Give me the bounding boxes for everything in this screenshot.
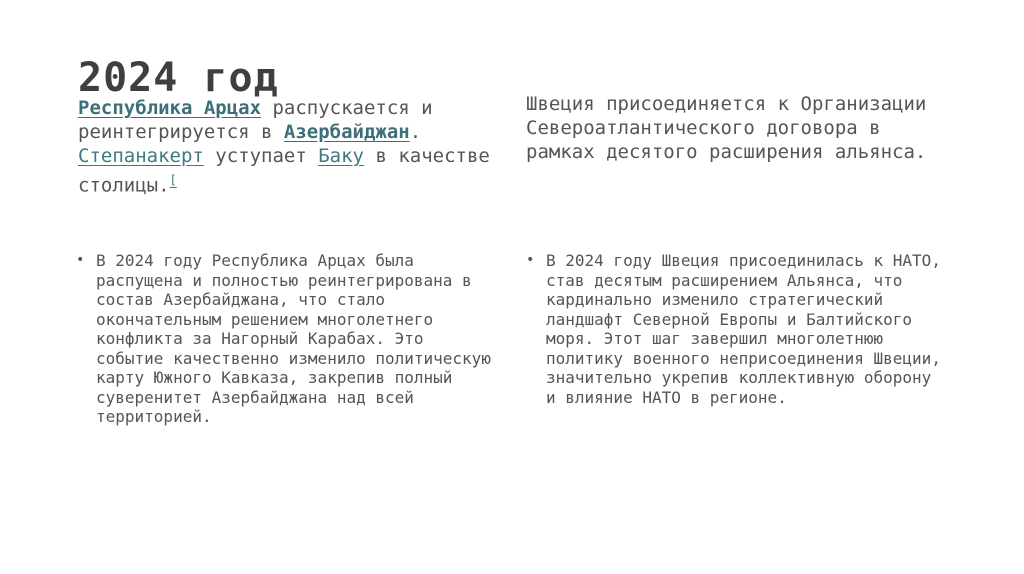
left-bullet-text: В 2024 году Республика Арцах была распущена и полностью реинтегрирована в состав Азербайджана, что стало окончательным решением многолетнего конфликта за Нагорный Карабах. Это событие качественно изменило политическую карту Южного Кавказа, закрепив полный суверенитет Азербайджана над всей территорией.	[96, 251, 491, 426]
link-artsakh[interactable]: Республика Арцах	[78, 97, 262, 119]
list-item	[76, 251, 496, 427]
left-intro-paragraph	[78, 96, 498, 197]
link-stepanakert[interactable]: Степанакерт	[78, 145, 204, 167]
left-bullet-list	[76, 251, 496, 427]
link-baku[interactable]: Баку	[318, 145, 364, 167]
link-azerbaijan[interactable]: Азербайджан	[283, 121, 410, 143]
list-item	[526, 251, 946, 407]
right-bullet-list	[526, 251, 946, 407]
right-intro-paragraph: Швеция присоединяется к Организации Североатлантического договора в рамках десятого расширения альянса.	[526, 93, 927, 163]
reference-link[interactable]: [	[169, 173, 177, 187]
left-intro-text-1: распускается и реинтегрируется в	[78, 97, 433, 143]
left-intro-text-4: в качестве столицы.	[78, 145, 490, 197]
bullet-icon: •	[526, 252, 535, 268]
right-bullet-text: В 2024 году Швеция присоединилась к НАТО, став десятым расширением Альянса, что кардинально изменило стратегический ландшафт Северной Европы и Балтийского моря. Этот шаг завершил многолетнюю политику военного неприсоединения Швеции, значительно укрепив коллективную оборону и влияние НАТО в регионе.	[546, 251, 941, 407]
bullet-icon: •	[76, 252, 85, 268]
left-intro-text-2: .	[409, 121, 422, 143]
left-intro-text-3: уступает	[203, 145, 319, 167]
slide-title: 2024 год	[78, 55, 279, 101]
